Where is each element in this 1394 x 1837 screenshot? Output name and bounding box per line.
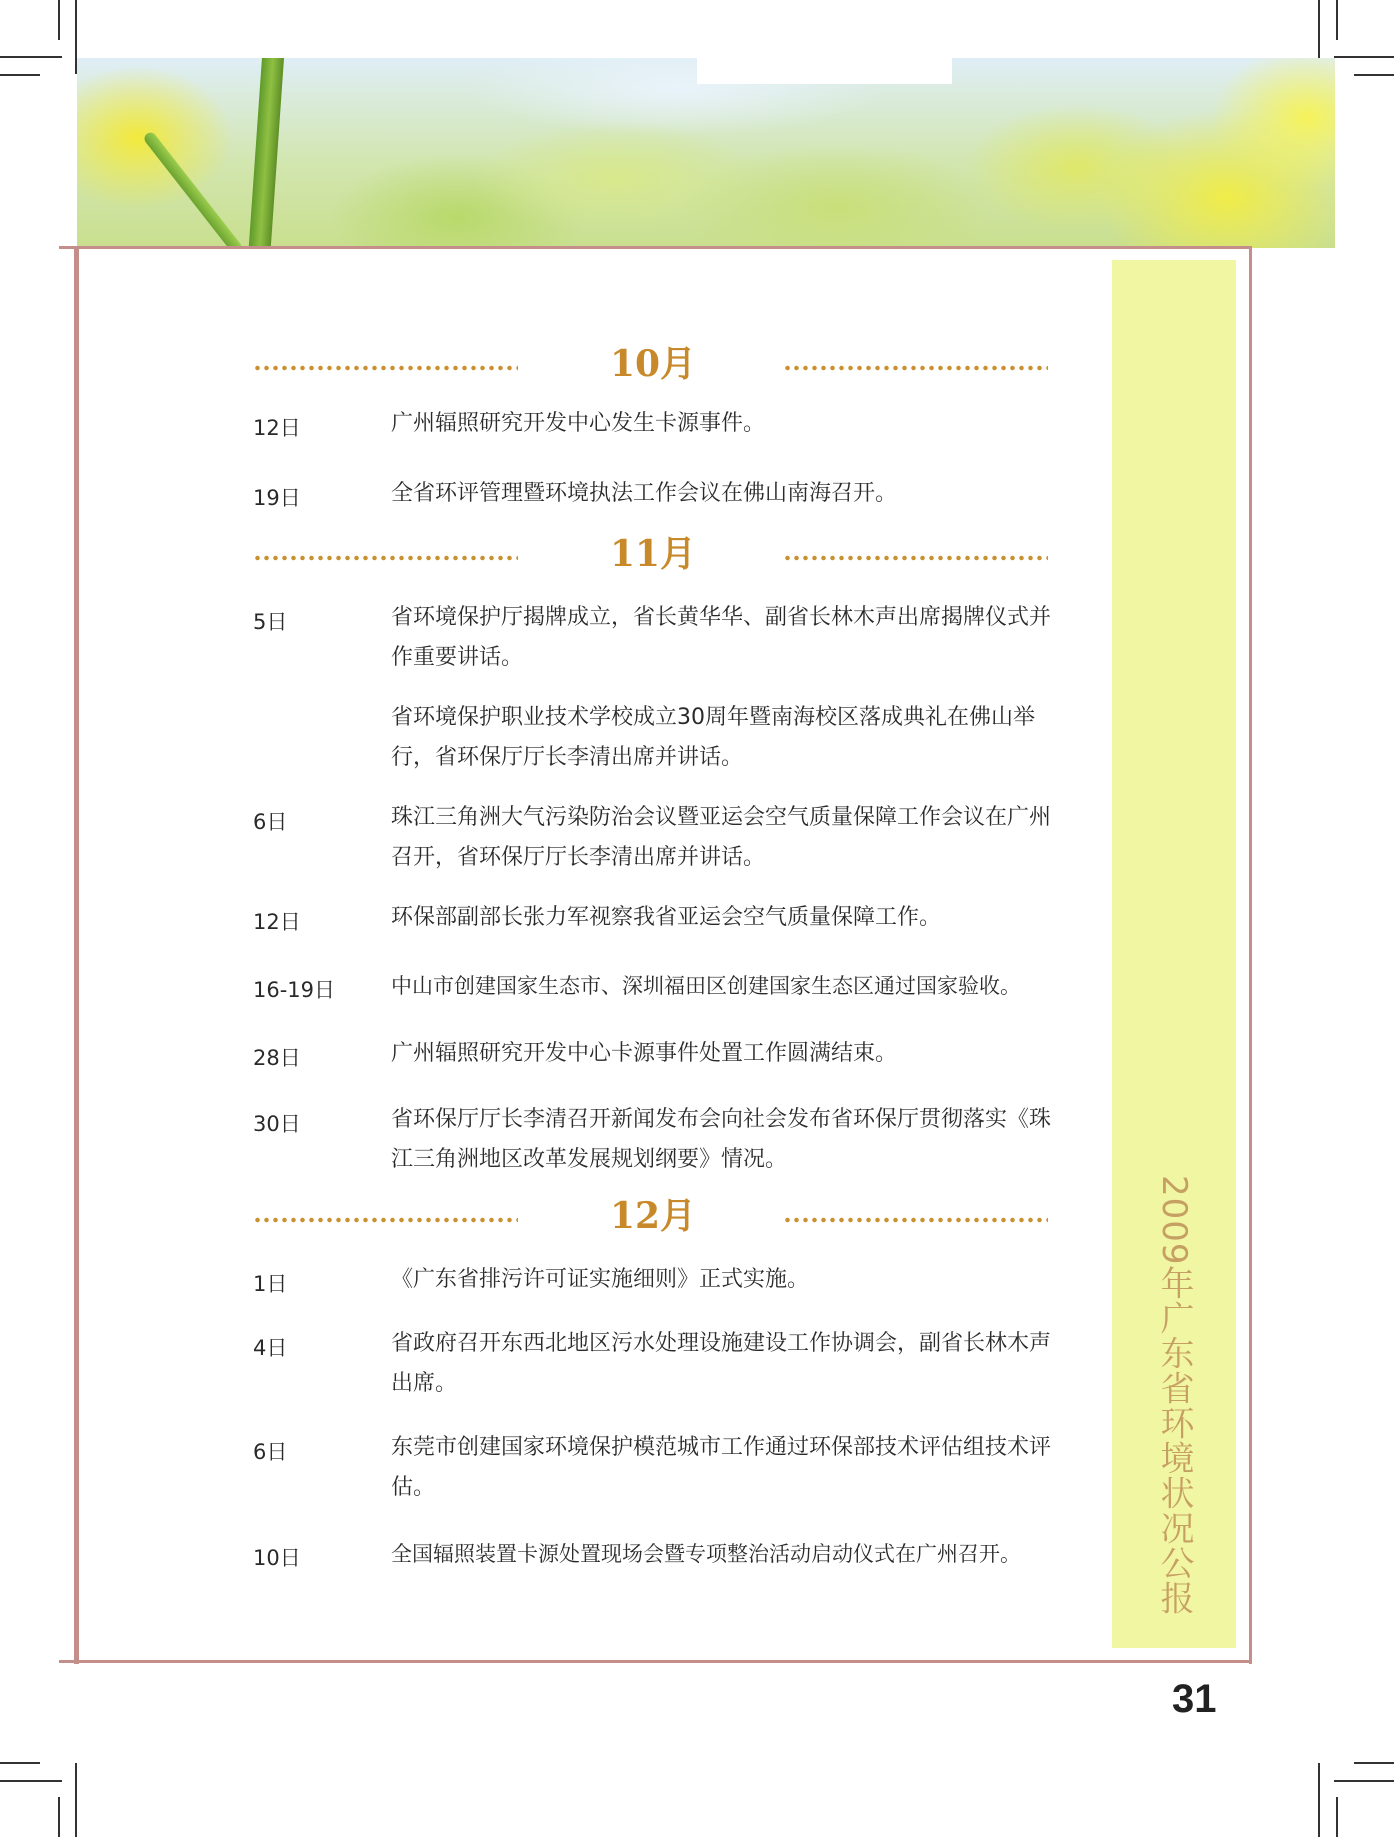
- frame-top-rule: [59, 246, 1252, 249]
- event-date: 12日: [253, 910, 301, 934]
- crop-mark: [1334, 56, 1394, 58]
- event-date: 4日: [253, 1336, 288, 1360]
- frame-bottom-rule: [59, 1660, 1252, 1663]
- event-text: 省环境保护厅揭牌成立，省长黄华华、副省长林木声出席揭牌仪式并作重要讲话。: [391, 605, 1052, 670]
- crop-mark: [1334, 1780, 1394, 1782]
- page-number: 31: [1172, 1677, 1217, 1721]
- dotted-rule: [783, 364, 1048, 372]
- crop-mark: [0, 56, 62, 58]
- event-text: 广州辐照研究开发中心卡源事件处置工作圆满结束。: [391, 1041, 898, 1066]
- sidebar-title: 2009年广东省环境状况公报: [1154, 1175, 1194, 1616]
- event-text: 全国辐照装置卡源处置现场会暨专项整治活动启动仪式在广州召开。: [391, 1542, 1021, 1566]
- event-text: 省环保厅厅长李清召开新闻发布会向社会发布省环保厅贯彻落实《珠江三角洲地区改革发展规划纲要》情况。: [391, 1107, 1052, 1172]
- event-date: 6日: [253, 1440, 288, 1464]
- month-label: 11月: [609, 533, 697, 575]
- crop-mark: [1336, 1797, 1338, 1837]
- event-date: 1日: [253, 1272, 288, 1296]
- event-text: 省环境保护职业技术学校成立30周年暨南海校区落成典礼在佛山举行，省环保厅厅长李清出席并讲话。: [391, 705, 1035, 770]
- crop-mark: [58, 0, 60, 40]
- event-date: 19日: [253, 486, 301, 510]
- event-text: 环保部副部长张力军视察我省亚运会空气质量保障工作。: [391, 905, 942, 930]
- plant-stem: [247, 58, 284, 248]
- header-flower-photo: [77, 58, 1335, 248]
- crop-mark: [1354, 1762, 1394, 1764]
- plant-branch: [142, 130, 244, 248]
- crop-mark: [0, 1780, 62, 1782]
- event-text: 《广东省排污许可证实施细则》正式实施。: [391, 1267, 810, 1292]
- event-date: 30日: [253, 1112, 301, 1136]
- month-heading: [253, 1196, 1053, 1246]
- frame-right-rule: [1249, 246, 1252, 1664]
- month-label: 10月: [609, 343, 697, 385]
- event-date: 6日: [253, 810, 288, 834]
- event-date: 5日: [253, 610, 288, 634]
- crop-mark: [1354, 74, 1394, 76]
- month-label: 12月: [609, 1195, 697, 1237]
- event-date: 16-19日: [253, 978, 336, 1002]
- dotted-rule: [783, 554, 1048, 562]
- event-text: 广州辐照研究开发中心发生卡源事件。: [391, 411, 766, 436]
- dotted-rule: [253, 1216, 518, 1224]
- crop-mark: [1336, 0, 1338, 40]
- event-text: 珠江三角洲大气污染防治会议暨亚运会空气质量保障工作会议在广州召开，省环保厅厅长李清出席并讲话。: [391, 805, 1052, 870]
- header-tab: [697, 50, 952, 84]
- crop-mark: [1318, 1763, 1320, 1837]
- month-heading: [253, 534, 1053, 584]
- event-date: 12日: [253, 416, 301, 440]
- event-text: 东莞市创建国家环境保护模范城市工作通过环保部技术评估组技术评估。: [391, 1435, 1052, 1500]
- crop-mark: [75, 1763, 77, 1837]
- crop-mark: [58, 1797, 60, 1837]
- event-text: 省政府召开东西北地区污水处理设施建设工作协调会，副省长林木声出席。: [391, 1331, 1052, 1396]
- event-date: 28日: [253, 1046, 301, 1070]
- event-text: 全省环评管理暨环境执法工作会议在佛山南海召开。: [391, 481, 898, 506]
- event-text: 中山市创建国家生态市、深圳福田区创建国家生态区通过国家验收。: [391, 974, 1021, 998]
- dotted-rule: [253, 554, 518, 562]
- crop-mark: [0, 74, 40, 76]
- event-date: 10日: [253, 1546, 301, 1570]
- crop-mark: [0, 1762, 40, 1764]
- dotted-rule: [253, 364, 518, 372]
- frame-left-rule: [74, 246, 79, 1664]
- dotted-rule: [783, 1216, 1048, 1224]
- month-heading: [253, 344, 1053, 394]
